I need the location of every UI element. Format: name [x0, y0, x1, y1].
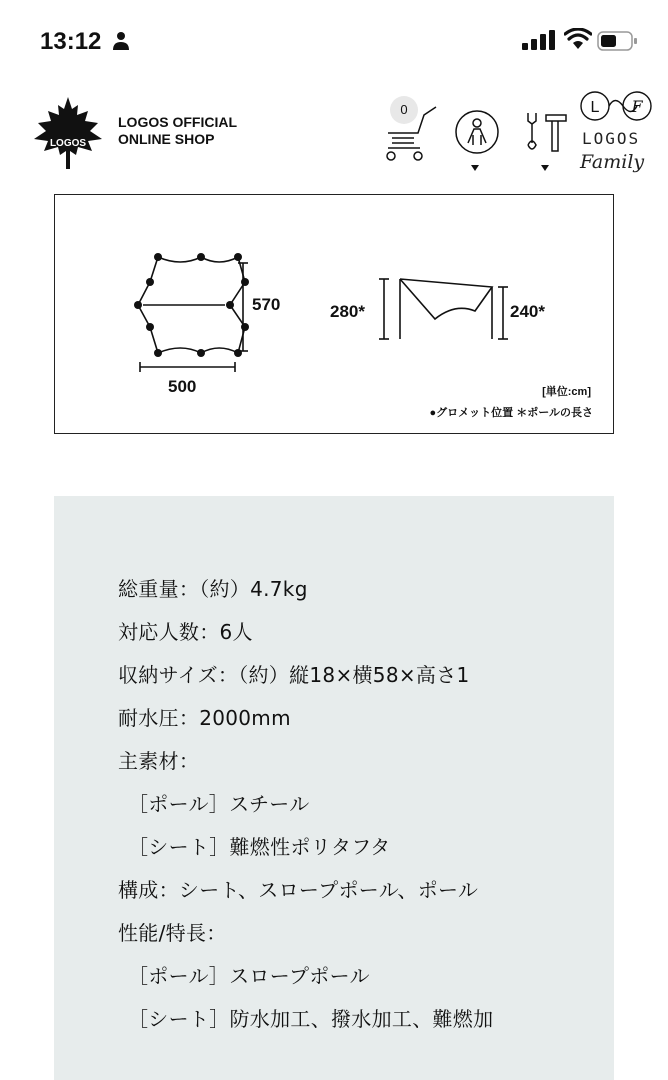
site-header [0, 85, 668, 185]
depth-label: 570 [252, 295, 281, 314]
spec-components: 構成：シート、スロープポール、ポール [118, 878, 479, 902]
tools-icon[interactable] [518, 107, 570, 157]
spec-water-resistance: 耐水圧：2000mm [118, 706, 291, 730]
spec-panel [54, 496, 614, 1080]
spec-weight: 総重量：（約）4.7kg [118, 577, 308, 601]
account-dropdown-caret-icon[interactable] [471, 165, 479, 171]
logos-family-badge-icon[interactable] [578, 87, 652, 127]
family-badge-left-letter: L [590, 99, 600, 116]
status-time: 13:12 [40, 28, 102, 55]
cart-count-badge: 0 [390, 96, 418, 124]
logos-maple-logo-icon[interactable] [30, 95, 106, 171]
tarp-side-view-outline [400, 279, 492, 319]
brand-name[interactable] [118, 114, 237, 148]
spec-material-pole: ［ポール］スチール [128, 792, 310, 816]
account-icon[interactable] [454, 107, 500, 157]
family-label-line-1[interactable]: LOGOS [582, 129, 641, 148]
unit-label: [単位:cm] [542, 386, 591, 398]
spec-feature-pole: ［ポール］スロープポール [128, 964, 370, 988]
status-bar [0, 0, 668, 80]
cellular-signal-icon [522, 30, 556, 50]
spec-features-heading: 性能/特長： [118, 921, 227, 945]
spec-feature-sheet: ［シート］防水加工、撥水加工、難燃加 [128, 1007, 494, 1031]
spec-packed-size: 収納サイズ：（約）縦18×横58×高さ1 [118, 663, 470, 687]
width-label: 500 [168, 377, 197, 396]
brand-line-2: ONLINE SHOP [118, 131, 215, 147]
brand-line-1: LOGOS OFFICIAL [118, 114, 237, 130]
family-label-line-2[interactable]: Family [580, 151, 645, 173]
family-badge-right-letter: F [631, 97, 643, 116]
tools-dropdown-caret-icon[interactable] [541, 165, 549, 171]
battery-icon [597, 31, 639, 51]
pole-low-label: 240* [510, 302, 545, 321]
pole-high-label: 280* [330, 302, 365, 321]
diagram-legend: ●グロメット位置 ＊ポールの長さ [429, 407, 593, 419]
tarp-dimension-diagram [54, 194, 614, 434]
spec-capacity: 対応人数：6人 [118, 620, 253, 644]
spec-material-heading: 主素材： [118, 749, 200, 773]
person-status-icon [112, 31, 130, 51]
spec-material-sheet: ［シート］難燃性ポリタフタ [128, 835, 391, 859]
wifi-icon [564, 28, 592, 50]
logo-text: LOGOS [49, 138, 87, 149]
